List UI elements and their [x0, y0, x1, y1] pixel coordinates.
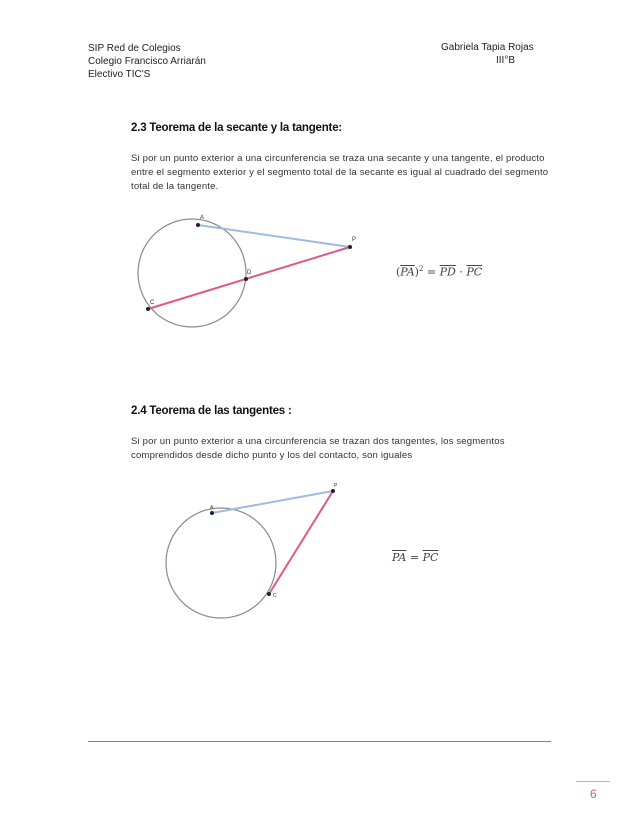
label-a: A [210, 505, 214, 511]
formula-dot: · [455, 265, 467, 279]
section-23-title: 2.3 Teorema de la secante y la tangente: [131, 122, 343, 134]
point-p [348, 245, 352, 249]
label-c: C [273, 593, 277, 599]
circle [166, 508, 276, 618]
header-course: Electivo TIC'S [88, 69, 151, 80]
point-d [244, 277, 248, 281]
footer-divider [88, 741, 551, 742]
header-class: III°B [496, 55, 516, 66]
formula-tangents [392, 551, 438, 564]
formula-pa: $\overline{PA}$ [392, 551, 407, 564]
formula-pa: $\overline{PA}$ [400, 265, 415, 279]
header-school: Colegio Francisco Arriarán [88, 56, 206, 67]
formula-pc: $\overline{PC}$ [466, 265, 483, 279]
tangent-line [198, 225, 350, 247]
point-a [210, 511, 214, 515]
formula-equals: = [423, 265, 440, 279]
circle [138, 219, 246, 327]
point-p [331, 489, 335, 493]
formula-pc: $\overline{PC}$ [422, 551, 439, 564]
section-24-title: 2.4 Teorema de las tangentes : [131, 405, 292, 417]
point-c [146, 307, 150, 311]
point-c [267, 592, 271, 596]
label-p: P [334, 483, 338, 489]
formula-exponent: 2 [418, 265, 424, 273]
formula-pd: $\overline{PD}$ [439, 265, 456, 279]
tangent-line-a [212, 491, 333, 513]
two-tangents-figure [160, 478, 360, 658]
label-p: P [352, 237, 357, 243]
section-24-text: Si por un punto exterior a una circunferencia se trazan dos tangentes, los segmentos comprendidos desde dicho punto y los del contacto, son iguales [131, 436, 505, 461]
formula-equals: = [406, 551, 423, 564]
label-a: A [200, 215, 205, 221]
header-left [88, 42, 206, 81]
formula-secant-tangent [396, 265, 482, 279]
formula-close-paren: ) [414, 265, 419, 279]
label-d: D [247, 270, 252, 276]
page-number: 6 [590, 787, 597, 801]
secant-line [148, 247, 350, 309]
tangent-line-c [269, 491, 333, 594]
point-a [196, 223, 200, 227]
label-c: C [150, 300, 155, 306]
header-network: SIP Red de Colegios [88, 43, 181, 54]
section-23-text: Si por un punto exterior a una circunferencia se traza una secante y una tangente, el producto entre el segmento exterior y el segmento total de la secante es igual al cuadrado del segmento total de la tangente. [131, 153, 549, 192]
header-author: Gabriela Tapia Rojas [441, 42, 534, 53]
formula-open-paren: ( [396, 265, 401, 279]
page-number-divider [576, 781, 610, 782]
secant-tangent-figure [120, 205, 390, 345]
